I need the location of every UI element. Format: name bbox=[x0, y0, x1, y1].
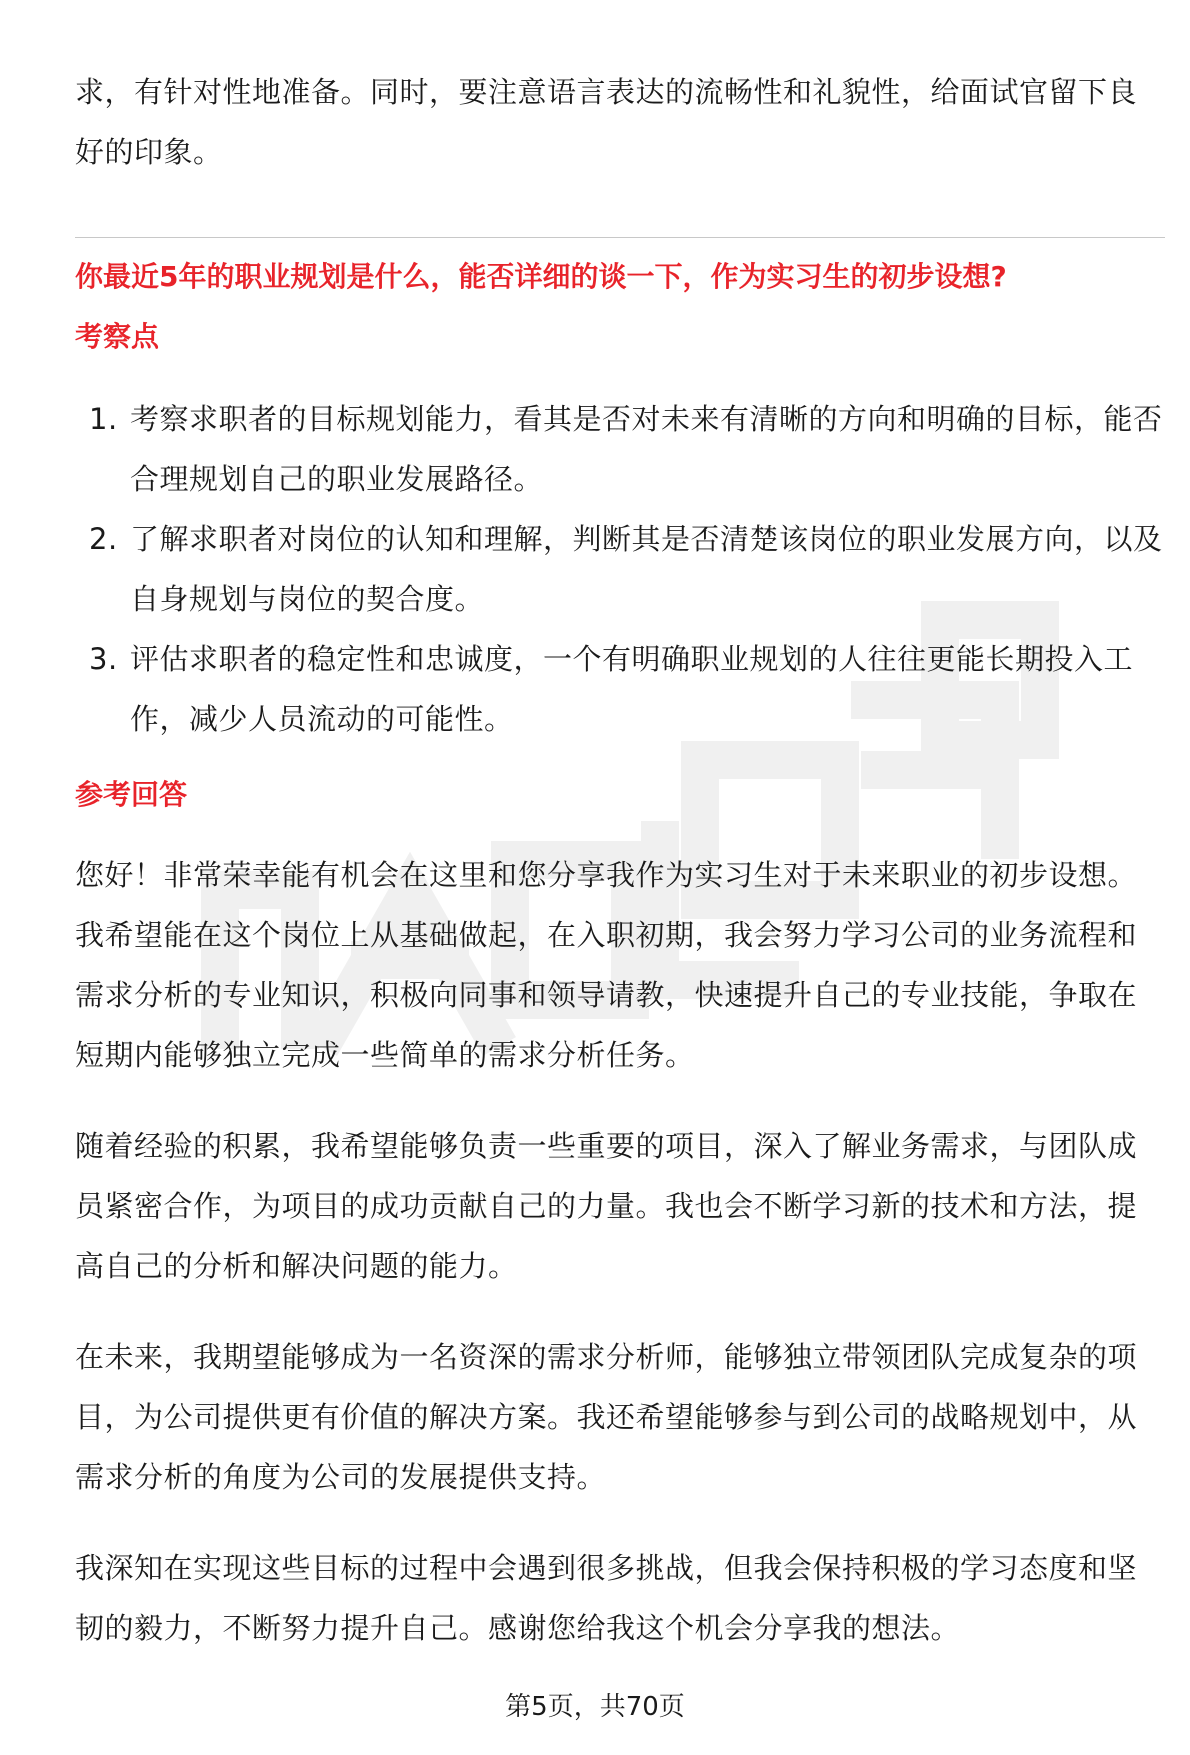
list-item bbox=[75, 389, 1165, 509]
exam-points-list bbox=[75, 389, 1165, 749]
section-divider bbox=[75, 237, 1165, 238]
list-number: 1. bbox=[89, 402, 118, 436]
reference-answer-heading: 参考回答 bbox=[75, 778, 188, 811]
continued-paragraph: 求，有针对性地准备。同时，要注意语言表达的流畅性和礼貌性，给面试官留下良好的印象。 bbox=[75, 75, 1138, 169]
list-item bbox=[75, 509, 1165, 629]
answer-paragraph: 随着经验的积累，我希望能够负责一些重要的项目，深入了解业务需求，与团队成员紧密合作，为项目的成功贡献自己的力量。我也会不断学习新的技术和方法，提高自己的分析和解决问题的能力。 bbox=[75, 1129, 1138, 1283]
exam-points-heading: 考察点 bbox=[75, 320, 160, 353]
list-item bbox=[75, 629, 1165, 749]
list-item-text: 了解求职者对岗位的认知和理解，判断其是否清楚该岗位的职业发展方向，以及自身规划与岗位的契合度。 bbox=[130, 522, 1163, 616]
interview-question: 你最近5年的职业规划是什么，能否详细的谈一下，作为实习生的初步设想? bbox=[75, 260, 1007, 293]
list-item-text: 评估求职者的稳定性和忠诚度，一个有明确职业规划的人往往更能长期投入工作，减少人员流动的可能性。 bbox=[130, 642, 1134, 736]
list-item-text: 考察求职者的目标规划能力，看其是否对未来有清晰的方向和明确的目标，能否合理规划自己的职业发展路径。 bbox=[130, 402, 1163, 496]
answer-paragraph: 我深知在实现这些目标的过程中会遇到很多挑战，但我会保持积极的学习态度和坚韧的毅力，不断努力提升自己。感谢您给我这个机会分享我的想法。 bbox=[75, 1551, 1138, 1645]
answer-paragraph: 您好！非常荣幸能有机会在这里和您分享我作为实习生对于未来职业的初步设想。我希望能在这个岗位上从基础做起，在入职初期，我会努力学习公司的业务流程和需求分析的专业知识，积极向同事和领导请教，快速提升自己的专业技能，争取在短期内能够独立完成一些简单的需求分析任务。 bbox=[75, 858, 1138, 1072]
page-number: 第5页，共70页 bbox=[505, 1692, 685, 1722]
answer-paragraph: 在未来，我期望能够成为一名资深的需求分析师，能够独立带领团队完成复杂的项目，为公司提供更有价值的解决方案。我还希望能够参与到公司的战略规划中，从需求分析的角度为公司的发展提供支持。 bbox=[75, 1340, 1138, 1494]
list-number: 2. bbox=[89, 522, 118, 556]
list-number: 3. bbox=[89, 642, 118, 676]
